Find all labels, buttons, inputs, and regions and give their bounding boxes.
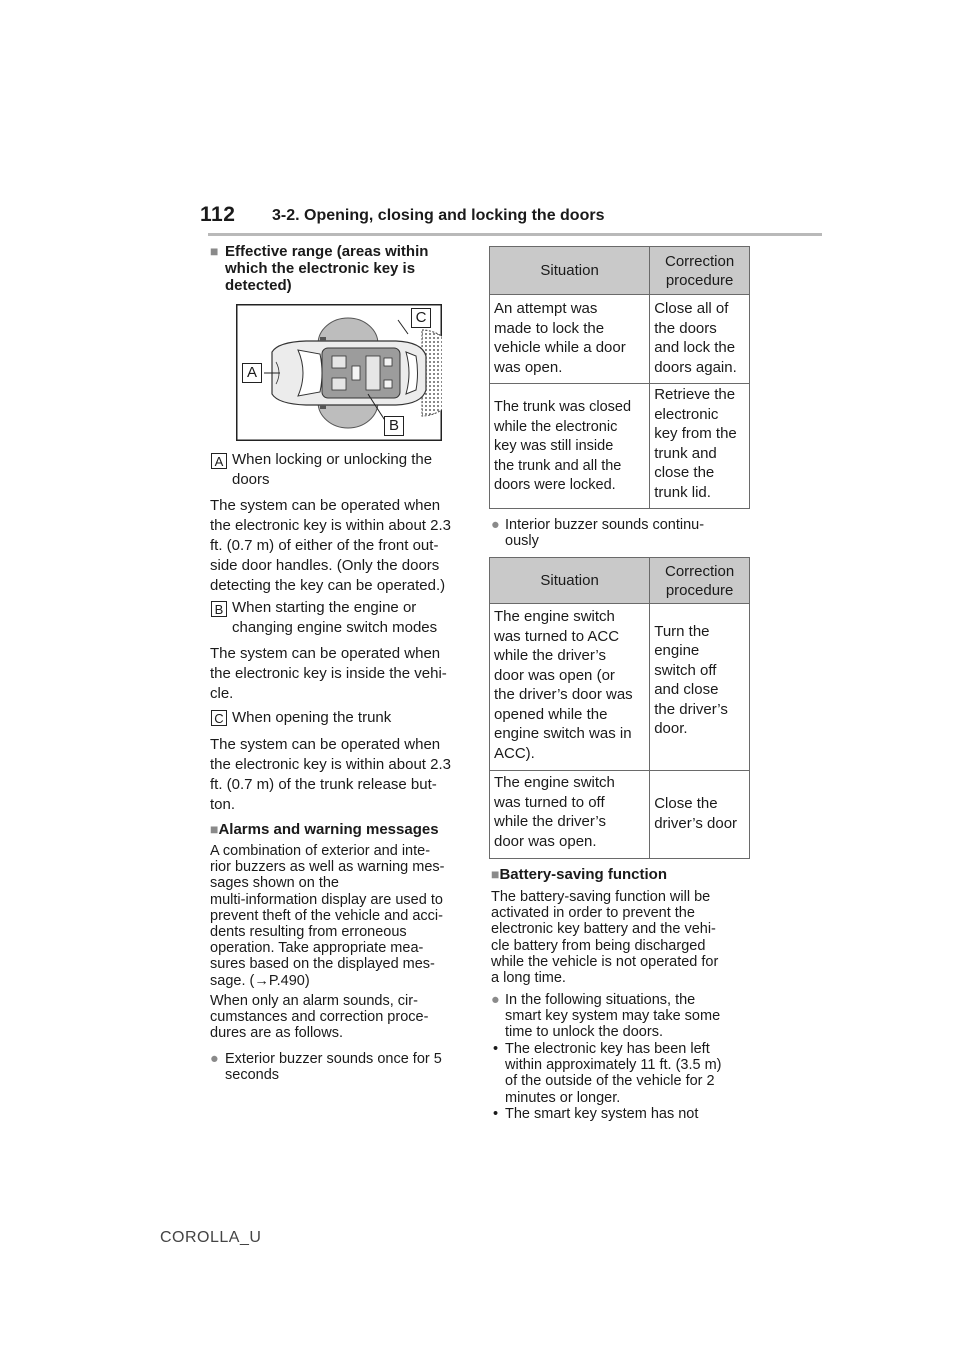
text-line: The smart key system has not <box>505 1106 699 1122</box>
text-line: while the driver’s <box>494 813 606 830</box>
text-line: The system can be operated when <box>210 736 441 753</box>
text-line: door was open (or <box>494 666 615 684</box>
heading-line: detected) <box>225 277 292 294</box>
text-line: of the outside of the vehicle for 2 <box>505 1073 715 1090</box>
text-line: the electronic key is within about 2.3 <box>210 517 451 534</box>
text-line: ACC). <box>494 744 535 762</box>
text-line: trunk and <box>654 444 717 462</box>
text-line: electronic <box>654 405 719 423</box>
square-bullet-icon: ■ <box>491 866 500 882</box>
text-line: was open. <box>494 358 563 376</box>
text-line: cle. <box>210 685 234 702</box>
table-row <box>490 295 750 384</box>
text-line: sures based on the displayed mes- <box>210 956 435 973</box>
text-line: while the electronic <box>494 418 618 435</box>
text-line: switch off <box>654 661 717 679</box>
round-bullet-icon: ● <box>491 517 500 533</box>
situation-cell <box>490 384 650 509</box>
table-header-row <box>490 558 750 604</box>
table-row <box>490 384 750 509</box>
text-line: close the <box>654 464 715 481</box>
effective-range-diagram <box>236 304 442 441</box>
text-line: changing engine switch modes <box>232 619 438 636</box>
text-line: An attempt was <box>494 300 598 317</box>
correction-cell <box>650 384 750 509</box>
header-situation: Situation <box>490 558 650 604</box>
battery-saving-text <box>491 889 718 986</box>
effective-range-heading <box>210 243 470 294</box>
section-title: 3-2. Opening, closing and locking the doors <box>272 207 605 224</box>
text-line: made to lock the <box>494 319 605 337</box>
correction-cell <box>650 295 750 384</box>
text-line: was turned to ACC <box>494 627 620 645</box>
text-line: dents resulting from erroneous <box>210 924 407 941</box>
text-line: ously <box>505 533 539 550</box>
text-line: key from the <box>654 425 737 442</box>
text-line: Interior buzzer sounds continu- <box>505 517 705 533</box>
heading-text: Battery-saving function <box>499 866 667 883</box>
text-line: side door handles. (Only the doors <box>210 557 440 574</box>
text-line: time to unlock the doors. <box>505 1024 663 1041</box>
text-line: The engine switch <box>494 608 615 625</box>
text-line: Correction <box>665 562 735 580</box>
text-line: Turn the <box>654 622 710 640</box>
text-line: The system can be operated when <box>210 497 441 514</box>
text-line: minutes or longer. <box>505 1089 621 1106</box>
table-header-row <box>490 247 750 295</box>
text-line: vehicle while a door <box>494 339 626 356</box>
text-line: detecting the key can be operated.) <box>210 577 446 594</box>
text-line: The engine switch <box>494 774 615 791</box>
header-correction <box>650 247 750 295</box>
dash-item <box>493 1106 698 1122</box>
item-c-title <box>232 708 391 728</box>
text-line: and close <box>654 681 719 698</box>
text-line: and lock the <box>654 339 736 356</box>
header-situation: Situation <box>490 247 650 295</box>
text-line: the doors <box>654 319 717 337</box>
header-correction <box>650 558 750 604</box>
situation-cell <box>490 771 650 859</box>
item-a-title <box>232 450 432 490</box>
dash-bullet-icon: • <box>493 1041 499 1057</box>
alarms-text <box>210 843 445 989</box>
exterior-buzzer-table <box>489 246 750 509</box>
diagram-label-c: C <box>411 308 431 328</box>
diagram-label-a: A <box>242 363 262 383</box>
situation-cell <box>490 295 650 384</box>
footer-model: COROLLA_U <box>160 1229 262 1246</box>
text-line: opened while the <box>494 705 608 723</box>
text-line: engine switch was in <box>494 725 632 742</box>
text-line: while the vehicle is not operated for <box>491 953 719 970</box>
label-c: C <box>211 710 227 726</box>
text-line: The electronic key has been left <box>505 1041 710 1057</box>
text-line: trunk lid. <box>654 483 711 501</box>
diagram-label-b: B <box>384 416 404 436</box>
square-bullet-icon: ■ <box>210 821 219 837</box>
text-line: while the driver’s <box>494 647 606 664</box>
item-b-title <box>232 598 437 638</box>
text-line: In the following situations, the <box>505 992 696 1008</box>
text-line: ft. (0.7 m) of either of the front out- <box>210 537 439 554</box>
correction-cell <box>650 604 750 771</box>
text-line: multi-information display are used to <box>210 891 443 908</box>
round-bullet-icon: ● <box>210 1051 219 1067</box>
dash-bullet-icon: • <box>493 1106 499 1122</box>
battery-saving-heading <box>491 866 667 883</box>
text-line: When starting the engine or <box>232 599 417 616</box>
text-line: key was still inside <box>494 438 614 454</box>
situation-cell <box>490 604 650 771</box>
text-line: seconds <box>225 1067 280 1084</box>
text-line: doors again. <box>654 358 737 376</box>
alarm-only-text <box>210 993 428 1042</box>
text-line: electronic key battery and the vehi- <box>491 921 716 938</box>
text-line: sages shown on the <box>210 875 339 892</box>
exterior-buzzer-bullet <box>210 1051 442 1083</box>
text-line: doors were locked. <box>494 477 616 493</box>
heading-line: Effective range (areas within <box>225 243 429 260</box>
heading-line: which the electronic key is <box>225 260 416 277</box>
text-line: the driver’s door was <box>494 686 633 703</box>
text-line: Correction <box>665 252 735 270</box>
text-line: The battery-saving function will be <box>491 889 711 905</box>
text-line: Retrieve the <box>654 386 736 403</box>
text-line: Close all of <box>654 300 729 317</box>
square-bullet-icon: ■ <box>210 243 219 259</box>
text-line: engine <box>654 642 700 659</box>
text-line: ton. <box>210 796 236 813</box>
text-line: doors <box>232 471 270 488</box>
text-line: The system can be operated when <box>210 645 441 662</box>
label-b: B <box>211 601 227 617</box>
round-bullet-icon: ● <box>491 992 500 1008</box>
text-line: When locking or unlocking the <box>232 451 433 468</box>
text-line: When opening the trunk <box>232 709 392 726</box>
text-line: The trunk was closed <box>494 399 632 415</box>
label-a: A <box>211 453 227 469</box>
text-line: ft. (0.7 m) of the trunk release but- <box>210 776 437 793</box>
text-line: Close the <box>654 795 718 812</box>
correction-cell <box>650 771 750 859</box>
text-line: cumstances and correction proce- <box>210 1009 429 1026</box>
text-line: A combination of exterior and inte- <box>210 843 431 859</box>
interior-buzzer-table <box>489 557 750 859</box>
text-line: the trunk and all the <box>494 457 622 474</box>
header-rule <box>208 233 822 236</box>
page-number: 112 <box>200 203 236 226</box>
interior-buzzer-bullet <box>491 517 704 549</box>
text-line: When only an alarm sounds, cir- <box>210 993 418 1009</box>
text-line: Exterior buzzer sounds once for 5 <box>225 1051 442 1067</box>
text-line: rior buzzers as well as warning mes- <box>210 859 445 876</box>
text-line: procedure <box>665 581 734 599</box>
text-line: a long time. <box>491 970 566 987</box>
text-line: procedure <box>665 271 734 289</box>
text-line: prevent theft of the vehicle and acci- <box>210 907 443 924</box>
text-line: was turned to off <box>494 793 605 811</box>
text-line: within approximately 11 ft. (3.5 m) <box>505 1057 722 1074</box>
text-line: the electronic key is inside the vehi- <box>210 665 447 682</box>
text-line: smart key system may take some <box>505 1008 721 1025</box>
table-row <box>490 604 750 771</box>
text-line: the driver’s <box>654 700 728 718</box>
text-line: sage. (→P.490) <box>210 972 310 989</box>
text-line: operation. Take appropriate mea- <box>210 940 424 957</box>
text-line: activated in order to prevent the <box>491 905 695 922</box>
item-a-desc <box>210 496 451 596</box>
text-line: cle battery from being discharged <box>491 937 706 954</box>
text-line: dures are as follows. <box>210 1025 343 1042</box>
text-line: driver’s door <box>654 814 738 832</box>
heading-text: Alarms and warning messages <box>218 821 439 838</box>
battery-saving-bullet <box>491 992 720 1041</box>
table-row <box>490 771 750 859</box>
item-b-desc <box>210 644 447 704</box>
alarms-heading <box>210 821 439 838</box>
text-line: the electronic key is within about 2.3 <box>210 756 451 773</box>
dash-item <box>493 1041 722 1106</box>
item-c-desc <box>210 735 451 815</box>
text-line: door. <box>654 720 688 737</box>
text-line: door was open. <box>494 832 597 850</box>
